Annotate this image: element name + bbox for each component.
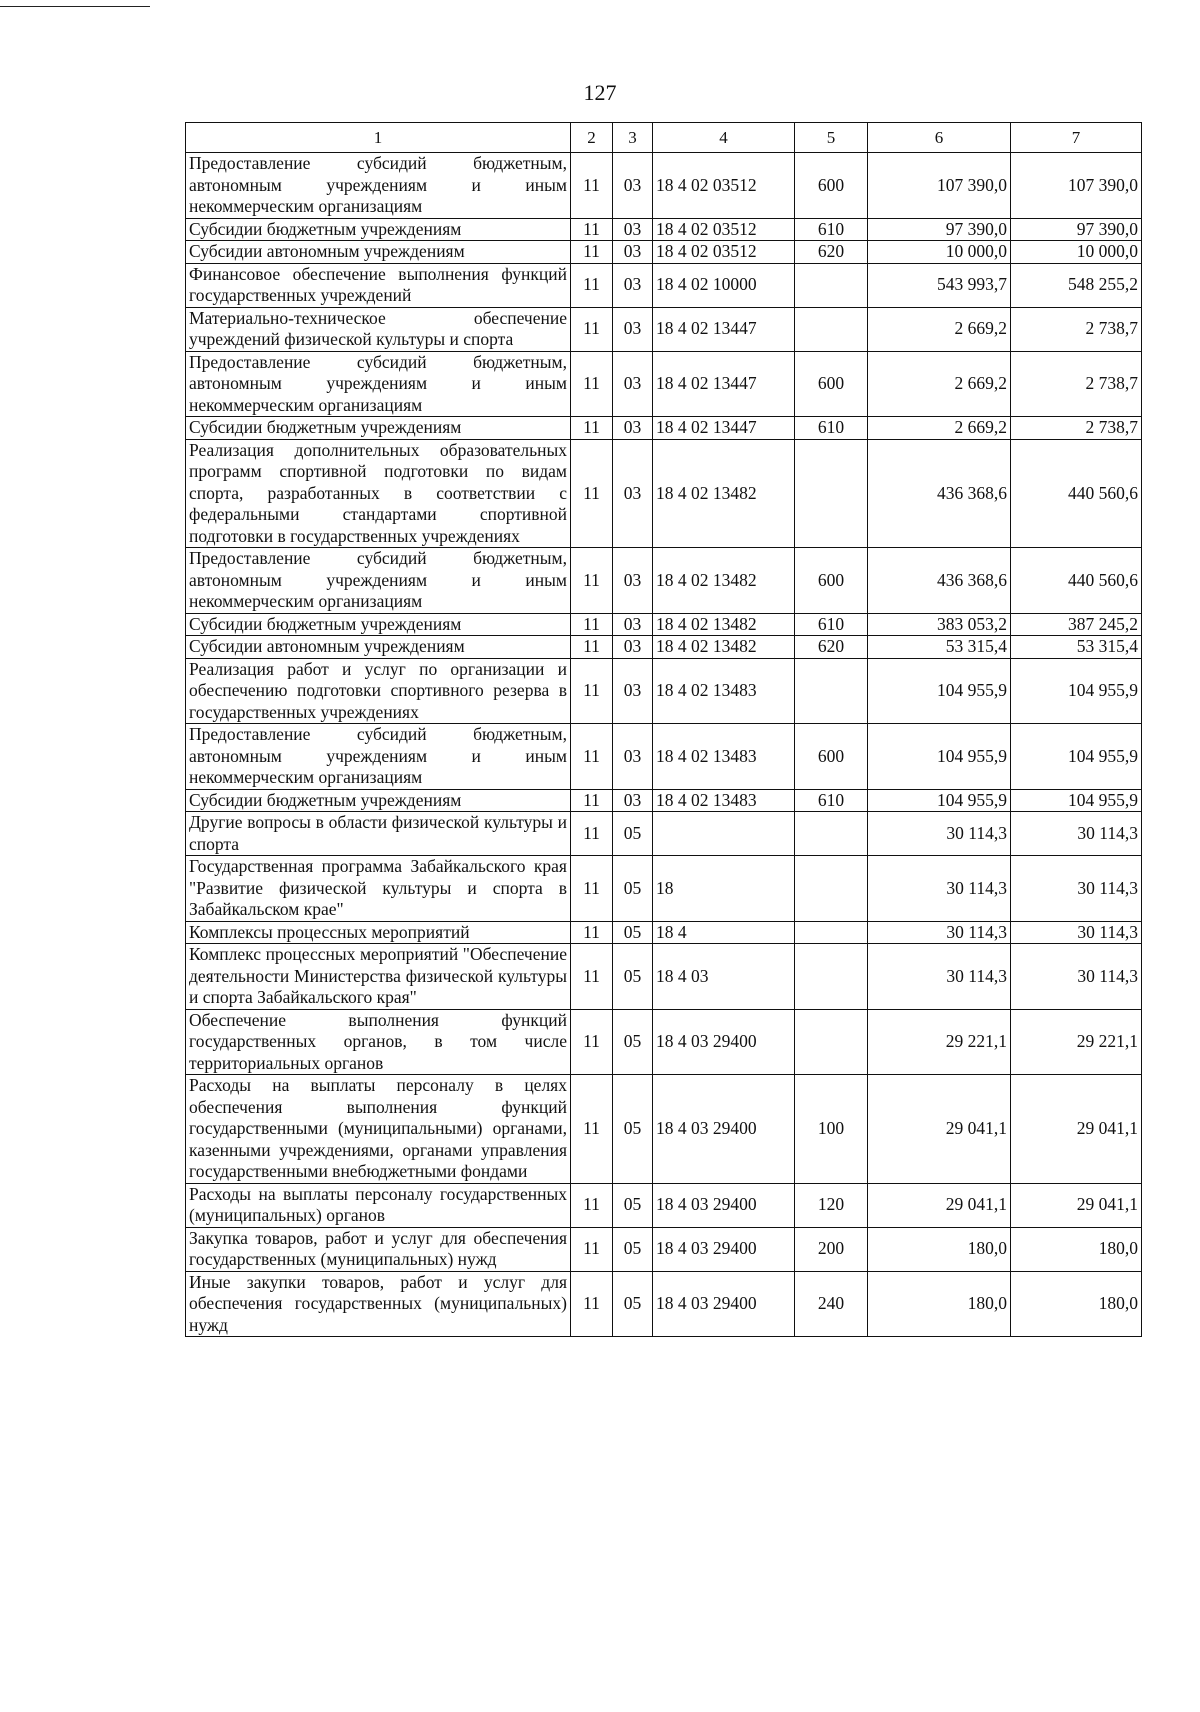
cell-subsection: 03: [613, 548, 653, 614]
cell-amount-year-1: 29 221,1: [868, 1009, 1011, 1075]
cell-description: Реализация работ и услуг по организации и обеспечению подготовки спортивного резерва в государственных учреждениях: [186, 658, 571, 724]
cell-target-article: 18 4 02 13482: [653, 613, 795, 636]
table-row: [186, 856, 1142, 922]
table-row: [186, 724, 1142, 790]
cell-description: Субсидии бюджетным учреждениям: [186, 218, 571, 241]
cell-description: Субсидии бюджетным учреждениям: [186, 789, 571, 812]
cell-description: Предоставление субсидий бюджетным, автономным учреждениям и иным некоммерческим организациям: [186, 548, 571, 614]
cell-amount-year-1: 30 114,3: [868, 921, 1011, 944]
cell-amount-year-1: 383 053,2: [868, 613, 1011, 636]
table-row: [186, 1227, 1142, 1271]
cell-amount-year-2: 548 255,2: [1011, 263, 1142, 307]
cell-section: 11: [571, 921, 613, 944]
cell-amount-year-2: 107 390,0: [1011, 153, 1142, 219]
cell-section: 11: [571, 351, 613, 417]
cell-subsection: 05: [613, 812, 653, 856]
cell-amount-year-1: 2 669,2: [868, 351, 1011, 417]
table-row: [186, 417, 1142, 440]
cell-target-article: 18 4 03: [653, 944, 795, 1010]
cell-amount-year-1: 104 955,9: [868, 658, 1011, 724]
cell-amount-year-2: 29 221,1: [1011, 1009, 1142, 1075]
cell-amount-year-2: 440 560,6: [1011, 548, 1142, 614]
cell-description: Обеспечение выполнения функций государственных органов, в том числе территориальных органов: [186, 1009, 571, 1075]
cell-amount-year-1: 30 114,3: [868, 944, 1011, 1010]
table-row: [186, 351, 1142, 417]
cell-expense-type: [795, 263, 868, 307]
cell-section: 11: [571, 856, 613, 922]
table-row: [186, 439, 1142, 548]
cell-target-article: 18 4 02 13447: [653, 417, 795, 440]
cell-amount-year-2: 2 738,7: [1011, 307, 1142, 351]
cell-section: 11: [571, 153, 613, 219]
cell-subsection: 05: [613, 944, 653, 1010]
cell-expense-type: 610: [795, 613, 868, 636]
header-col-4: 4: [653, 123, 795, 153]
table-row: [186, 944, 1142, 1010]
table-row: [186, 789, 1142, 812]
cell-subsection: 05: [613, 921, 653, 944]
cell-expense-type: [795, 1009, 868, 1075]
cell-description: Предоставление субсидий бюджетным, автономным учреждениям и иным некоммерческим организациям: [186, 351, 571, 417]
cell-subsection: 03: [613, 351, 653, 417]
cell-section: 11: [571, 658, 613, 724]
cell-amount-year-1: 2 669,2: [868, 307, 1011, 351]
cell-target-article: 18: [653, 856, 795, 922]
cell-description: Субсидии бюджетным учреждениям: [186, 417, 571, 440]
cell-section: 11: [571, 613, 613, 636]
cell-section: 11: [571, 263, 613, 307]
cell-expense-type: [795, 658, 868, 724]
cell-amount-year-1: 10 000,0: [868, 241, 1011, 264]
header-row: [186, 123, 1142, 153]
cell-subsection: 05: [613, 856, 653, 922]
cell-section: 11: [571, 417, 613, 440]
table-row: [186, 636, 1142, 659]
cell-target-article: 18 4 02 13447: [653, 351, 795, 417]
cell-subsection: 03: [613, 724, 653, 790]
cell-subsection: 05: [613, 1227, 653, 1271]
cell-expense-type: [795, 856, 868, 922]
cell-subsection: 05: [613, 1271, 653, 1337]
cell-subsection: 05: [613, 1075, 653, 1184]
cell-target-article: 18 4 03 29400: [653, 1227, 795, 1271]
cell-description: Иные закупки товаров, работ и услуг для обеспечения государственных (муниципальных) нужд: [186, 1271, 571, 1337]
cell-section: 11: [571, 789, 613, 812]
cell-description: Комплексы процессных мероприятий: [186, 921, 571, 944]
cell-expense-type: 620: [795, 241, 868, 264]
cell-amount-year-2: 30 114,3: [1011, 856, 1142, 922]
cell-target-article: [653, 812, 795, 856]
cell-expense-type: 120: [795, 1183, 868, 1227]
cell-description: Финансовое обеспечение выполнения функций государственных учреждений: [186, 263, 571, 307]
header-col-6: 6: [868, 123, 1011, 153]
cell-subsection: 03: [613, 636, 653, 659]
header-col-2: 2: [571, 123, 613, 153]
cell-expense-type: [795, 944, 868, 1010]
cell-subsection: 03: [613, 439, 653, 548]
cell-description: Субсидии бюджетным учреждениям: [186, 613, 571, 636]
cell-amount-year-2: 53 315,4: [1011, 636, 1142, 659]
cell-target-article: 18 4 03 29400: [653, 1183, 795, 1227]
cell-description: Субсидии автономным учреждениям: [186, 241, 571, 264]
cell-amount-year-1: 30 114,3: [868, 812, 1011, 856]
header-col-7: 7: [1011, 123, 1142, 153]
table-row: [186, 1183, 1142, 1227]
cell-target-article: 18 4 03 29400: [653, 1075, 795, 1184]
cell-target-article: 18 4 02 13482: [653, 439, 795, 548]
cell-expense-type: 240: [795, 1271, 868, 1337]
cell-description: Государственная программа Забайкальского края "Развитие физической культуры и спорта в Забайкальском крае": [186, 856, 571, 922]
page-number: 127: [583, 80, 617, 105]
cell-section: 11: [571, 1009, 613, 1075]
cell-description: Расходы на выплаты персоналу государственных (муниципальных) органов: [186, 1183, 571, 1227]
cell-subsection: 03: [613, 658, 653, 724]
cell-amount-year-2: 2 738,7: [1011, 351, 1142, 417]
table-row: [186, 921, 1142, 944]
table-row: [186, 1271, 1142, 1337]
cell-target-article: 18 4 02 13483: [653, 658, 795, 724]
cell-amount-year-2: 180,0: [1011, 1227, 1142, 1271]
table-row: [186, 613, 1142, 636]
cell-description: Материально-техническое обеспечение учреждений физической культуры и спорта: [186, 307, 571, 351]
cell-amount-year-1: 53 315,4: [868, 636, 1011, 659]
cell-expense-type: 610: [795, 417, 868, 440]
cell-amount-year-2: 104 955,9: [1011, 724, 1142, 790]
cell-amount-year-2: 97 390,0: [1011, 218, 1142, 241]
cell-amount-year-1: 436 368,6: [868, 439, 1011, 548]
cell-target-article: 18 4 03 29400: [653, 1009, 795, 1075]
header-col-3: 3: [613, 123, 653, 153]
cell-section: 11: [571, 944, 613, 1010]
cell-subsection: 03: [613, 218, 653, 241]
cell-expense-type: [795, 307, 868, 351]
cell-target-article: 18 4 02 13483: [653, 724, 795, 790]
cell-subsection: 03: [613, 613, 653, 636]
cell-subsection: 03: [613, 241, 653, 264]
cell-target-article: 18 4 02 03512: [653, 241, 795, 264]
cell-amount-year-1: 104 955,9: [868, 789, 1011, 812]
cell-section: 11: [571, 1075, 613, 1184]
cell-subsection: 03: [613, 417, 653, 440]
table-row: [186, 241, 1142, 264]
cell-description: Реализация дополнительных образовательных программ спортивной подготовки по видам спорта, разработанных в соответствии с федеральными стандартами спортивной подготовки в государственных учреждениях: [186, 439, 571, 548]
cell-amount-year-2: 180,0: [1011, 1271, 1142, 1337]
cell-amount-year-2: 30 114,3: [1011, 921, 1142, 944]
cell-subsection: 05: [613, 1183, 653, 1227]
cell-amount-year-1: 30 114,3: [868, 856, 1011, 922]
cell-expense-type: 610: [795, 218, 868, 241]
cell-amount-year-2: 104 955,9: [1011, 789, 1142, 812]
cell-section: 11: [571, 636, 613, 659]
cell-amount-year-2: 10 000,0: [1011, 241, 1142, 264]
cell-description: Предоставление субсидий бюджетным, автономным учреждениям и иным некоммерческим организациям: [186, 724, 571, 790]
cell-description: Комплекс процессных мероприятий "Обеспечение деятельности Министерства физической культуры и спорта Забайкальского края": [186, 944, 571, 1010]
cell-target-article: 18 4 02 10000: [653, 263, 795, 307]
table-row: [186, 812, 1142, 856]
cell-subsection: 03: [613, 263, 653, 307]
cell-section: 11: [571, 307, 613, 351]
cell-amount-year-1: 104 955,9: [868, 724, 1011, 790]
cell-expense-type: [795, 921, 868, 944]
cell-description: Расходы на выплаты персоналу в целях обеспечения выполнения функций государственными (муниципальными) органами, казенными учреждениями, органами управления государственными внебюджетными фондами: [186, 1075, 571, 1184]
cell-amount-year-2: 104 955,9: [1011, 658, 1142, 724]
cell-target-article: 18 4: [653, 921, 795, 944]
cell-amount-year-2: 2 738,7: [1011, 417, 1142, 440]
cell-amount-year-1: 180,0: [868, 1271, 1011, 1337]
table-body: [186, 153, 1142, 1337]
cell-target-article: 18 4 02 03512: [653, 218, 795, 241]
cell-expense-type: 600: [795, 153, 868, 219]
cell-section: 11: [571, 812, 613, 856]
cell-section: 11: [571, 218, 613, 241]
cell-section: 11: [571, 548, 613, 614]
cell-description: Другие вопросы в области физической культуры и спорта: [186, 812, 571, 856]
cell-amount-year-1: 97 390,0: [868, 218, 1011, 241]
cell-section: 11: [571, 439, 613, 548]
cell-subsection: 05: [613, 1009, 653, 1075]
table-row: [186, 263, 1142, 307]
header-col-5: 5: [795, 123, 868, 153]
cell-amount-year-2: 30 114,3: [1011, 812, 1142, 856]
cell-target-article: 18 4 02 13447: [653, 307, 795, 351]
table-row: [186, 658, 1142, 724]
cell-target-article: 18 4 02 13482: [653, 636, 795, 659]
cell-description: Субсидии автономным учреждениям: [186, 636, 571, 659]
cell-amount-year-1: 107 390,0: [868, 153, 1011, 219]
table-row: [186, 153, 1142, 219]
budget-table: [185, 122, 1142, 1337]
cell-amount-year-2: 440 560,6: [1011, 439, 1142, 548]
cell-expense-type: 600: [795, 548, 868, 614]
cell-expense-type: [795, 439, 868, 548]
cell-amount-year-2: 30 114,3: [1011, 944, 1142, 1010]
cell-amount-year-1: 436 368,6: [868, 548, 1011, 614]
table-row: [186, 1009, 1142, 1075]
cell-amount-year-2: 387 245,2: [1011, 613, 1142, 636]
cell-amount-year-2: 29 041,1: [1011, 1075, 1142, 1184]
header-col-1: 1: [186, 123, 571, 153]
cell-expense-type: 100: [795, 1075, 868, 1184]
cell-target-article: 18 4 03 29400: [653, 1271, 795, 1337]
cell-expense-type: 200: [795, 1227, 868, 1271]
cell-description: Предоставление субсидий бюджетным, автономным учреждениям и иным некоммерческим организациям: [186, 153, 571, 219]
cell-section: 11: [571, 1227, 613, 1271]
cell-amount-year-1: 29 041,1: [868, 1075, 1011, 1184]
cell-amount-year-1: 543 993,7: [868, 263, 1011, 307]
table-row: [186, 1075, 1142, 1184]
cell-section: 11: [571, 1183, 613, 1227]
cell-subsection: 03: [613, 153, 653, 219]
cell-expense-type: [795, 812, 868, 856]
cell-description: Закупка товаров, работ и услуг для обеспечения государственных (муниципальных) нужд: [186, 1227, 571, 1271]
table-row: [186, 307, 1142, 351]
cell-section: 11: [571, 241, 613, 264]
cell-target-article: 18 4 02 13483: [653, 789, 795, 812]
cell-expense-type: 600: [795, 724, 868, 790]
cell-amount-year-1: 2 669,2: [868, 417, 1011, 440]
table-row: [186, 218, 1142, 241]
table-row: [186, 548, 1142, 614]
cell-amount-year-1: 29 041,1: [868, 1183, 1011, 1227]
cell-section: 11: [571, 1271, 613, 1337]
cell-expense-type: 610: [795, 789, 868, 812]
cell-amount-year-2: 29 041,1: [1011, 1183, 1142, 1227]
cell-expense-type: 620: [795, 636, 868, 659]
cell-target-article: 18 4 02 03512: [653, 153, 795, 219]
cell-amount-year-1: 180,0: [868, 1227, 1011, 1271]
cell-subsection: 03: [613, 307, 653, 351]
cell-target-article: 18 4 02 13482: [653, 548, 795, 614]
corner-rule: [0, 6, 150, 7]
cell-subsection: 03: [613, 789, 653, 812]
cell-expense-type: 600: [795, 351, 868, 417]
cell-section: 11: [571, 724, 613, 790]
